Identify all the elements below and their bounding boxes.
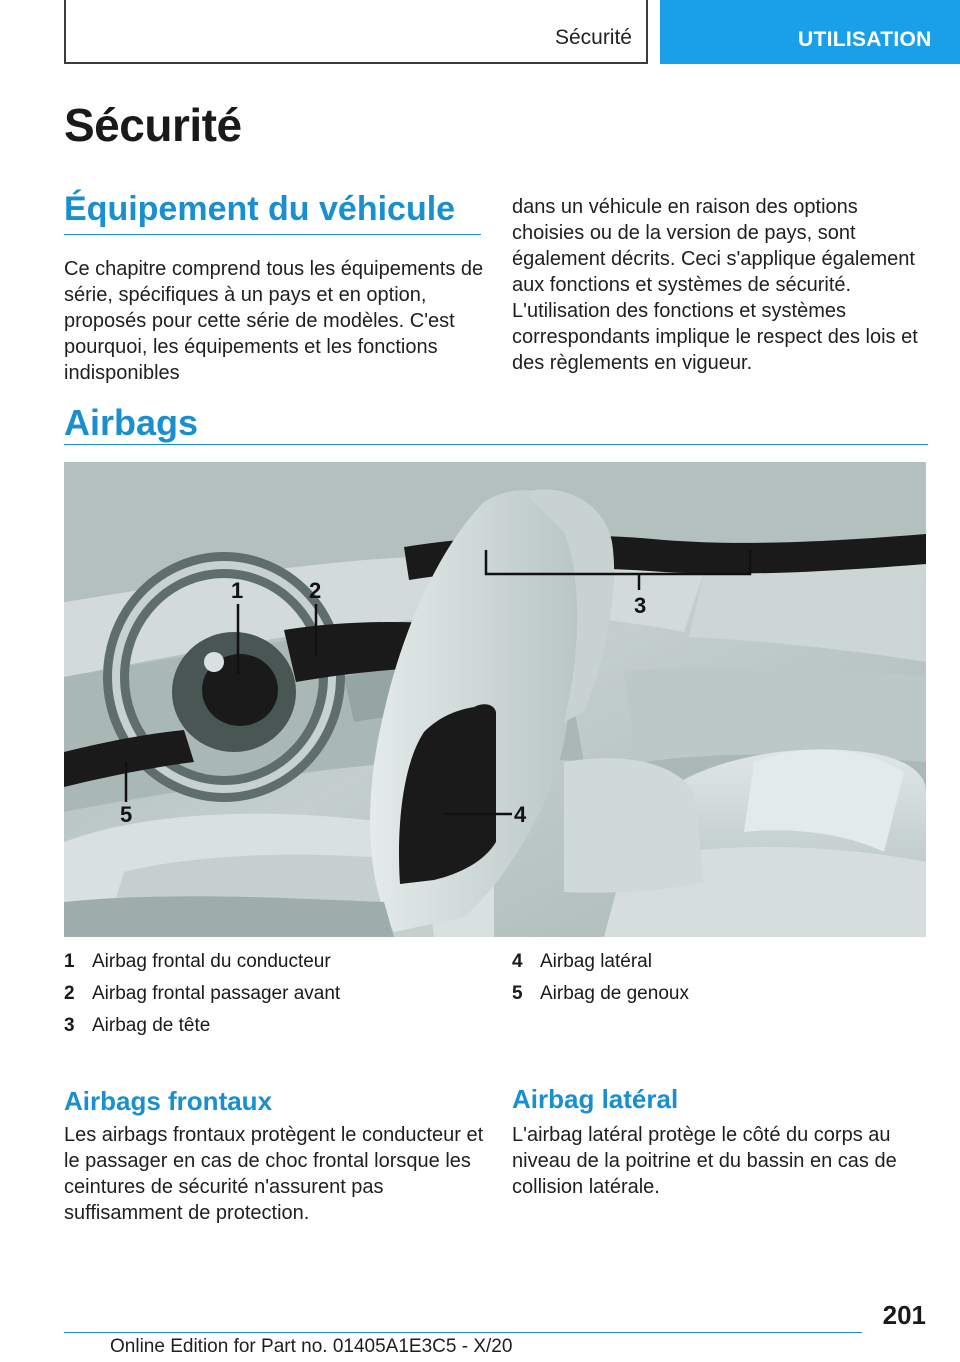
frontal-airbags-text: Les airbags frontaux protègent le conducteur et le passager en cas de choc frontal lorsque les ceintures de sécurité n'assurent pas suffisamment de protection. (64, 1124, 484, 1224)
callout-3: 3 (634, 593, 647, 618)
airbags-heading-rule (64, 444, 928, 445)
legend-label: Airbag frontal du conducteur (92, 951, 331, 972)
airbag-legend-right (512, 952, 932, 1012)
frontal-airbags-heading: Airbags frontaux (64, 1086, 273, 1116)
equipment-paragraph-2: dans un véhicule en raison des options choisies ou de la version de pays, sont également décrits. Ceci s'applique également aux fonctions et systèmes de sécurité. L'utilisation des fonctions et systèmes correspondants implique le respect des lois et des règlements en vigueur. (512, 196, 918, 374)
callout-4: 4 (514, 802, 527, 827)
callout-5: 5 (120, 802, 133, 827)
airbag-illustration (64, 462, 926, 937)
header-section-box (64, 0, 648, 64)
callout-1: 1 (231, 578, 244, 603)
legend-label: Airbag latéral (540, 951, 652, 972)
equipment-heading: Équipement du véhicule (64, 190, 456, 228)
lateral-airbag-heading: Airbag latéral (512, 1084, 679, 1114)
legend-label: Airbag de genoux (540, 983, 689, 1004)
airbag-legend-left (64, 952, 484, 1042)
legend-label: Airbag frontal passager avant (92, 983, 341, 1004)
legend-number: 1 (64, 951, 75, 972)
page-title: Sécurité (64, 99, 242, 151)
lateral-airbag-text: L'airbag latéral protège le côté du corps au niveau de la poitrine et du bassin en cas de collision latérale. (512, 1124, 897, 1198)
page-number: 201 (882, 1300, 926, 1330)
airbags-heading: Airbags (64, 402, 199, 443)
legend-label: Airbag de tête (92, 1015, 211, 1036)
header-chapter-tab[interactable]: UTILISATION (660, 0, 960, 64)
legend-number: 2 (64, 983, 75, 1004)
legend-number: 4 (512, 951, 523, 972)
header-section-title: Sécurité (554, 26, 632, 49)
equipment-heading-rule (64, 234, 481, 235)
callout-2: 2 (309, 578, 322, 603)
footer-edition-text: Online Edition for Part no. 01405A1E3C5 - X/20 (110, 1336, 513, 1357)
equipment-paragraph-1: Ce chapitre comprend tous les équipements de série, spécifiques à un pays et en option, proposés pour cette série de modèles. C'est pourquoi, les équipements et les fonctions indisponibles (64, 258, 484, 384)
footer-rule (64, 1332, 862, 1333)
legend-number: 3 (64, 1015, 75, 1036)
legend-number: 5 (512, 983, 523, 1004)
